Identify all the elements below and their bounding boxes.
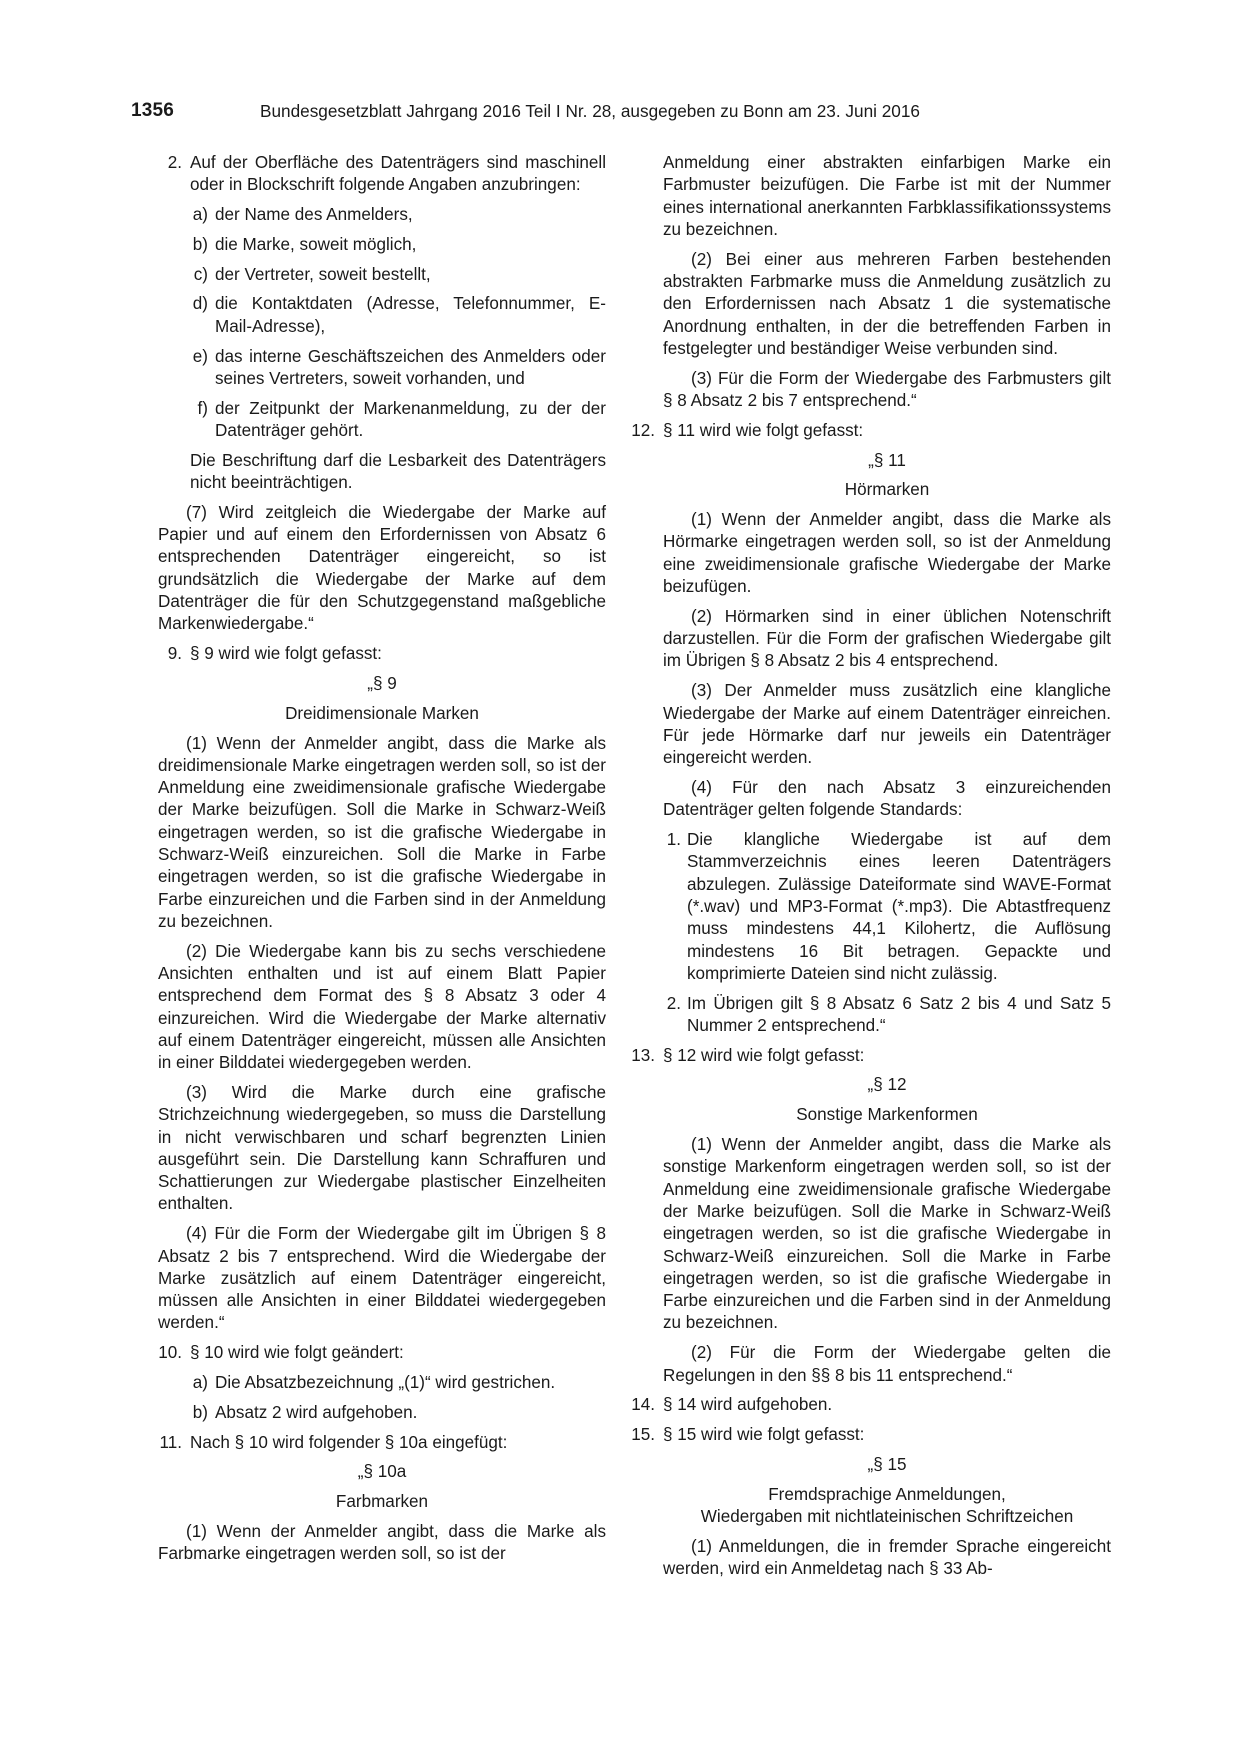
section-title: Farbmarken: [335, 1492, 429, 1512]
paragraph: (2) Bei einer aus mehreren Farben bestehenden abstrakten Farbmarke muss die Anmeldung zusätzlich zu den Erfordernissen nach Absatz 1 die systematische Anordnung enthalten, in der die betreffenden Farben in festgelegter und beständiger Weise verbunden sind.: [663, 249, 1111, 358]
item-text: Nach § 10 wird folgender § 10a eingefügt:: [190, 1432, 508, 1452]
sub-item-text: die Marke, soweit möglich,: [215, 234, 417, 254]
paragraph: (1) Wenn der Anmelder angibt, dass die Marke als sonstige Markenform eingetragen werden soll, so ist der Anmeldung eine zweidimensionale grafische Wiedergabe der Marke beizufügen. Soll die Marke in Schwarz-Weiß eingetragen werden, so ist die grafische Wiedergabe in Schwarz-Weiß einzureichen. Soll die Marke in Farbe eingetragen werden, so ist die grafische Wiedergabe in Farbe einzureichen und die Farben sind in der Anmeldung zu bezeichnen.: [663, 1135, 1111, 1333]
section-heading: „§ 9: [367, 673, 397, 693]
list-item-2: [158, 152, 606, 197]
item-text: § 12 wird wie folgt gefasst:: [663, 1045, 865, 1065]
sub-item-text: das interne Geschäftszeichen des Anmelders oder seines Vertreters, soweit vorhanden, und: [215, 346, 606, 388]
section-title: Hörmarken: [844, 480, 930, 500]
item-number: 2.: [666, 993, 681, 1013]
sub-item-c: [158, 264, 606, 286]
section-title: Sonstige Markenformen: [796, 1105, 978, 1125]
sub-item-f: [158, 398, 606, 443]
section-title: Fremdsprachige Anmeldungen,: [768, 1484, 1006, 1504]
list-item-11: [158, 1432, 606, 1454]
paragraph: (1) Wenn der Anmelder angibt, dass die Marke als Farbmarke eingetragen werden soll, so ist der: [158, 1522, 606, 1564]
paragraph: (2) Für die Form der Wiedergabe gelten die Regelungen in den §§ 8 bis 11 entsprechend.“: [663, 1343, 1111, 1385]
item-number: 14.: [631, 1395, 655, 1415]
item-text: Im Übrigen gilt § 8 Absatz 6 Satz 2 bis 4 und Satz 5 Nummer 2 entsprechend.“: [687, 993, 1111, 1035]
item-text: § 15 wird wie folgt gefasst:: [663, 1425, 865, 1445]
numbered-item-2: [663, 993, 1111, 1038]
numbered-item-1: [663, 829, 1111, 985]
item-number: 10.: [158, 1343, 182, 1363]
sub-item-label: a): [192, 205, 208, 225]
paragraph: (3) Wird die Marke durch eine grafische Strichzeichnung wiedergegeben, so muss die Darstellung in nicht verwischbaren und scharf begrenzten Linien ausgeführt sein. Die Darstellung kann Schraffuren und Schattierungen zur Wiedergabe plastischer Einzelheiten enthalten.: [158, 1082, 606, 1214]
paragraph: Anmeldung einer abstrakten einfarbigen Marke ein Farbmuster beizufügen. Die Farbe ist mit der Nummer eines international anerkannten Farbklassifikationssystems zu bezeichnen.: [663, 153, 1111, 239]
sub-item-b: [158, 234, 606, 256]
sub-item-label: f): [197, 398, 208, 418]
list-item-14: [631, 1394, 1111, 1416]
paragraph: (3) Für die Form der Wiedergabe des Farbmusters gilt § 8 Absatz 2 bis 7 entsprechend.“: [663, 368, 1111, 410]
right-column: [631, 152, 1111, 1580]
list-item-15: [631, 1424, 1111, 1446]
sub-item-label: a): [192, 1373, 208, 1393]
sub-item-label: b): [192, 234, 208, 254]
paragraph: (1) Wenn der Anmelder angibt, dass die Marke als dreidimensionale Marke eingetragen werden soll, so ist der Anmeldung eine zweidimensionale grafische Wiedergabe der Marke beizufügen. Soll die Marke in Schwarz-Weiß eingetragen werden, so ist die grafische Wiedergabe in Schwarz-Weiß einzureichen. Soll die Marke in Farbe eingetragen werden, so ist die grafische Wiedergabe in Farbe einzureichen und die Farben sind in der Anmeldung zu bezeichnen.: [158, 733, 606, 931]
list-item-9: [158, 643, 606, 665]
item-text: § 10 wird wie folgt geändert:: [190, 1343, 404, 1363]
paragraph: (1) Anmeldungen, die in fremder Sprache eingereicht werden, wird ein Anmeldetag nach § 33 Ab-: [663, 1536, 1111, 1579]
sub-item-label: b): [192, 1402, 208, 1422]
item-text: Die klangliche Wiedergabe ist auf dem Stammverzeichnis eines leeren Datenträgers abzulegen. Zulässige Dateiformate sind WAVE-Format (*.wav) und MP3-Format (*.mp3). Die Abtastfrequenz muss mindestens 44,1 Kilohertz, die Auflösung mindestens 16 Bit betragen. Gepackte und komprimierte Dateien sind nicht zulässig.: [687, 830, 1111, 983]
section-heading: „§ 11: [868, 450, 906, 470]
list-item-12: [631, 420, 1111, 442]
paragraph: (4) Für den nach Absatz 3 einzureichenden Datenträger gelten folgende Standards:: [663, 777, 1111, 820]
sub-item-10b: [158, 1402, 606, 1424]
paragraph: (4) Für die Form der Wiedergabe gilt im Übrigen § 8 Absatz 2 bis 7 entsprechend. Wird die Wiedergabe der Marke zusätzlich auf einem Datenträger eingereicht, müssen alle Ansichten in einer Bilddatei wiedergegeben werden.“: [158, 1224, 606, 1333]
item-number: 12.: [631, 420, 655, 440]
sub-item-e: [158, 346, 606, 391]
sub-item-label: c): [193, 264, 208, 284]
paragraph: (2) Hörmarken sind in einer üblichen Notenschrift darzustellen. Für die Form der grafischen Wiedergabe gilt im Übrigen § 8 Absatz 2 bis 4 entsprechend.: [663, 606, 1111, 671]
sub-item-text: der Name des Anmelders,: [215, 205, 413, 225]
paragraph: Die Beschriftung darf die Lesbarkeit des Datenträgers nicht beeinträchtigen.: [190, 450, 606, 493]
item-number: 2.: [167, 153, 182, 172]
item-number: 1.: [666, 830, 681, 850]
item-number: 11.: [159, 1432, 182, 1452]
item-text: Auf der Oberfläche des Datenträgers sind maschinell oder in Blockschrift folgende Angaben anzubringen:: [190, 153, 606, 195]
list-item-10: [158, 1342, 606, 1364]
sub-item-label: d): [192, 294, 208, 314]
page-number: 1356: [131, 100, 175, 121]
page-header: [131, 100, 1111, 128]
section-heading: „§ 15: [867, 1454, 907, 1474]
item-number: 15.: [631, 1425, 655, 1445]
item-text: § 14 wird aufgehoben.: [663, 1395, 833, 1415]
section-heading: „§ 12: [867, 1075, 907, 1095]
sub-item-text: Absatz 2 wird aufgehoben.: [215, 1402, 418, 1422]
paragraph: (3) Der Anmelder muss zusätzlich eine klangliche Wiedergabe der Marke auf einem Datenträger einreichen. Für jede Hörmarke darf nur jeweils ein Datenträger eingereicht werden.: [663, 681, 1111, 768]
section-title: Dreidimensionale Marken: [285, 703, 479, 723]
paragraph: (2) Die Wiedergabe kann bis zu sechs verschiedene Ansichten enthalten und ist auf einem Blatt Papier entsprechend dem Format des § 8 Absatz 3 oder 4 einzureichen. Wird die Wiedergabe der Marke alternativ auf einem Datenträger eingereicht, müssen alle Ansichten in einer Bilddatei wiedergegeben werden.: [158, 941, 606, 1073]
item-text: § 9 wird wie folgt gefasst:: [190, 644, 382, 664]
left-column: [158, 152, 606, 1566]
sub-item-label: e): [192, 346, 208, 366]
sub-item-text: der Zeitpunkt der Markenanmeldung, zu der der Datenträger gehört.: [215, 398, 606, 440]
sub-item-text: der Vertreter, soweit bestellt,: [215, 264, 431, 284]
section-heading: „§ 10a: [357, 1462, 407, 1482]
section-title: Wiedergaben mit nichtlateinischen Schriftzeichen: [700, 1507, 1074, 1527]
sub-item-text: die Kontaktdaten (Adresse, Telefonnummer, E-Mail-Adresse),: [215, 294, 606, 336]
paragraph: (7) Wird zeitgleich die Wiedergabe der Marke auf Papier und auf einem den Erfordernissen von Absatz 6 entsprechenden Datenträger eingereicht, so ist grundsätzlich die Wiedergabe der Marke auf dem Datenträger die für den Schutzgegenstand maßgebliche Markenwiedergabe.“: [158, 502, 606, 634]
sub-item-d: [158, 293, 606, 338]
list-item-13: [631, 1045, 1111, 1067]
sub-item-a: [158, 204, 606, 226]
running-title: Bundesgesetzblatt Jahrgang 2016 Teil I Nr. 28, ausgegeben zu Bonn am 23. Juni 2016: [260, 101, 920, 121]
item-text: § 11 wird wie folgt gefasst:: [663, 420, 864, 440]
paragraph: (1) Wenn der Anmelder angibt, dass die Marke als Hörmarke eingetragen werden soll, so ist der Anmeldung eine zweidimensionale grafische Wiedergabe der Marke beizufügen.: [663, 510, 1111, 597]
sub-item-10a: [158, 1372, 606, 1394]
item-number: 13.: [631, 1045, 655, 1065]
item-number: 9.: [167, 644, 182, 664]
sub-item-text: Die Absatzbezeichnung „(1)“ wird gestrichen.: [215, 1373, 556, 1393]
